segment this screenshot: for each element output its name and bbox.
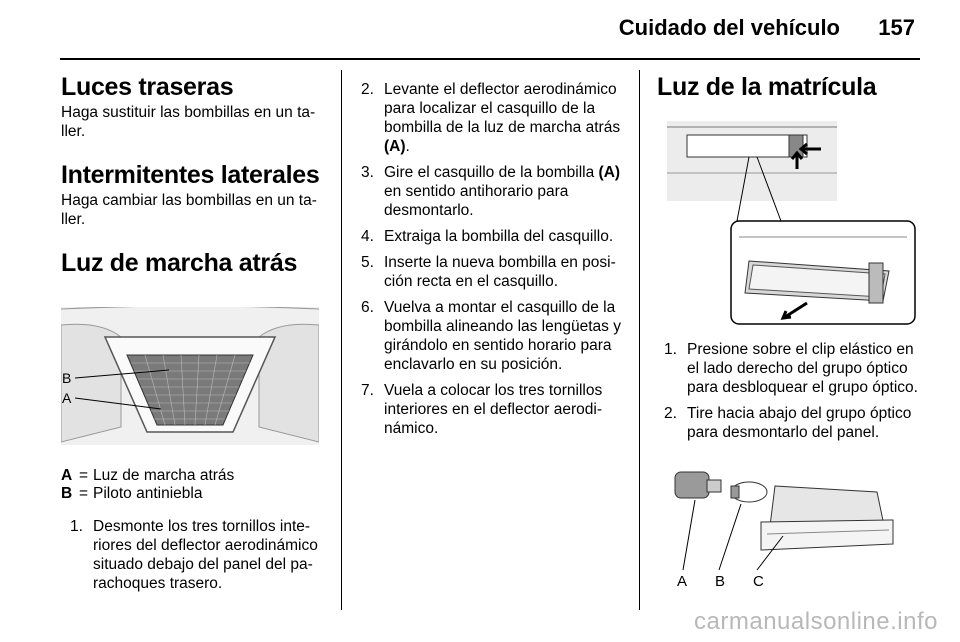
step-item xyxy=(361,253,623,291)
step-number: 4. xyxy=(361,228,374,245)
page-header-title: Cuidado del vehículo xyxy=(618,15,840,40)
figure-label-c: C xyxy=(753,573,764,590)
step-text: Desmonte los tres tornillos inte-riores del deflector aerodinámico situado debajo del panel del pa-rachoques trasero. xyxy=(93,518,318,592)
step-text: Presione sobre el clip elástico en el lado derecho del grupo óptico para desbloquear el grupo óptico. xyxy=(687,341,918,396)
step-text-bold: (A) xyxy=(384,138,406,155)
section-text-luces-traseras: Haga sustituir las bombillas en un ta-ller. xyxy=(61,104,316,140)
step-text: Tire hacia abajo del grupo óptico para desmontarlo del panel. xyxy=(687,405,912,441)
legend-text: Luz de marcha atrás xyxy=(93,467,235,484)
step-text: Vuela a colocar los tres tornillos interiores en el deflector aerodi-námico. xyxy=(384,382,603,437)
license-light-figure-bottom xyxy=(657,464,897,594)
step-number: 1. xyxy=(70,518,83,535)
step-text: Gire el casquillo de la bombilla xyxy=(384,164,599,181)
watermark: carmanualsonline.info xyxy=(694,608,938,635)
step-number: 2. xyxy=(361,81,374,98)
figure-label-b: B xyxy=(62,370,72,386)
steps-list-col1 xyxy=(61,517,323,593)
legend-row xyxy=(61,485,323,503)
step-number: 7. xyxy=(361,382,374,399)
step-item xyxy=(361,381,623,438)
column-middle xyxy=(361,80,623,445)
step-number: 3. xyxy=(361,164,374,181)
legend-eq: = xyxy=(79,467,89,484)
column-divider-1 xyxy=(341,70,342,610)
legend-text: Piloto antiniebla xyxy=(93,485,203,502)
step-item xyxy=(664,404,922,442)
step-number: 5. xyxy=(361,254,374,271)
step-item xyxy=(70,517,323,593)
step-item xyxy=(664,340,922,397)
steps-list-col2 xyxy=(361,80,623,438)
figure-label-a: A xyxy=(677,573,688,590)
reverse-light-figure xyxy=(61,307,319,445)
legend-row xyxy=(61,467,323,485)
legend-eq: = xyxy=(79,485,89,502)
step-number: 1. xyxy=(664,341,677,358)
step-text-end: en sentido antihorario para desmontarlo. xyxy=(384,183,569,219)
figure-label-a: A xyxy=(62,390,72,406)
figure-label-b: B xyxy=(715,573,726,590)
step-item xyxy=(361,227,623,246)
page-number: 157 xyxy=(878,15,915,40)
step-item xyxy=(361,163,623,220)
header-rule xyxy=(60,58,920,60)
steps-list-col3 xyxy=(657,340,922,442)
step-text: Levante el deflector aerodinámico para localizar el casquillo de la bombilla de la luz de marcha atrás xyxy=(384,81,621,136)
step-text: Extraiga la bombilla del casquillo. xyxy=(384,228,614,245)
step-number: 2. xyxy=(664,405,677,422)
legend-key: A xyxy=(61,467,73,484)
step-text: Vuelva a montar el casquillo de la bombilla alineando las lengüetas y girándolo en sentido horario para enclavarlo en su posición. xyxy=(384,299,621,373)
step-item xyxy=(361,298,623,374)
figure-legend xyxy=(61,467,323,503)
step-text: Inserte la nueva bombilla en posi-ción recta en el casquillo. xyxy=(384,254,616,290)
step-text-end: . xyxy=(405,138,410,155)
section-title-matricula: Luz de la matrícula xyxy=(657,73,877,101)
step-text-bold: (A) xyxy=(598,164,621,181)
column-right xyxy=(657,72,922,594)
license-light-figure-top xyxy=(657,121,919,326)
section-title-intermitentes: Intermitentes laterales xyxy=(61,161,320,189)
section-title-marcha-atras: Luz de marcha atrás xyxy=(61,249,298,277)
legend-key: B xyxy=(61,485,73,502)
step-item xyxy=(361,80,623,156)
section-title-luces-traseras: Luces traseras xyxy=(61,73,234,101)
section-text-intermitentes: Haga cambiar las bombillas en un ta-ller. xyxy=(61,192,317,228)
column-left xyxy=(61,72,323,600)
step-number: 6. xyxy=(361,299,374,316)
column-divider-2 xyxy=(639,70,640,610)
